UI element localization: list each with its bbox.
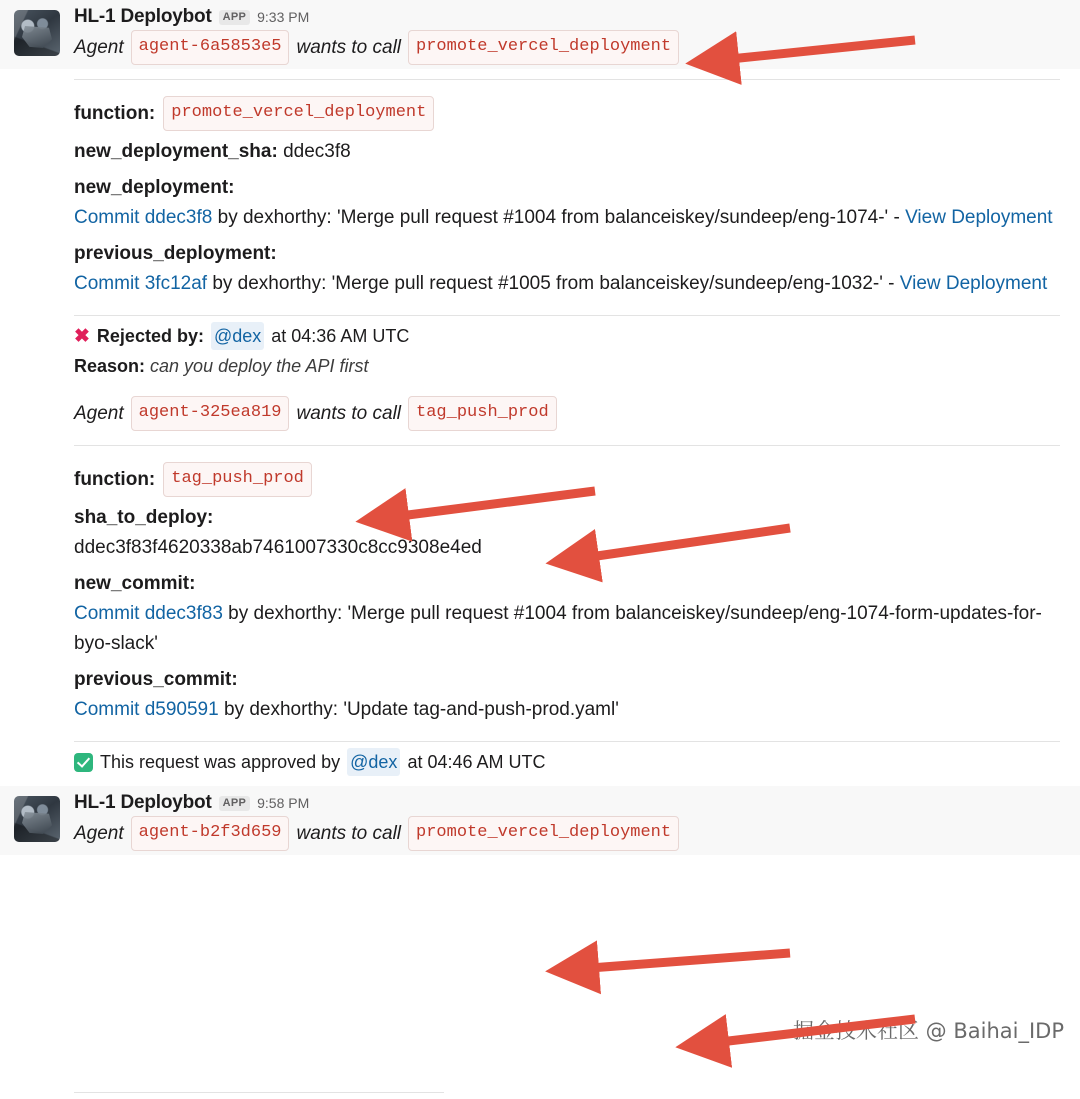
- commit-link[interactable]: Commit ddec3f8: [74, 207, 213, 228]
- commit-desc: by dexhorthy: 'Merge pull request #1004 from balanceiskey/sundeep/eng-1074-' -: [212, 207, 906, 228]
- agent-id: agent-b2f3d659: [131, 816, 290, 851]
- reason-row: [0, 350, 1080, 380]
- previous-deployment-row: [74, 239, 1060, 299]
- commit-link[interactable]: Commit ddec3f83: [74, 603, 223, 624]
- approved-time: at 04:46 AM UTC: [407, 752, 546, 772]
- rejected-status-row: [0, 316, 1080, 350]
- app-badge: APP: [219, 10, 251, 25]
- new-deployment-sha-label: new_deployment_sha:: [74, 141, 278, 162]
- agent-prefix: Agent: [74, 36, 124, 58]
- function-row: [74, 96, 1060, 131]
- avatar: [14, 10, 60, 56]
- message-1-details: [0, 80, 1080, 301]
- view-deployment-link[interactable]: View Deployment: [905, 207, 1053, 228]
- username[interactable]: HL-1 Deploybot: [74, 792, 212, 813]
- username[interactable]: HL-1 Deploybot: [74, 6, 212, 27]
- divider: [74, 1092, 444, 1099]
- approved-label: This request was approved by: [100, 752, 341, 772]
- timestamp[interactable]: 9:58 PM: [257, 795, 310, 811]
- message-header: [74, 6, 1060, 28]
- app-badge: APP: [219, 796, 251, 811]
- function-value: tag_push_prod: [163, 462, 312, 497]
- new-commit-value: [74, 599, 1060, 659]
- view-deployment-link[interactable]: View Deployment: [899, 273, 1048, 294]
- new-commit-row: [74, 569, 1060, 659]
- new-deployment-sha-row: [74, 137, 1060, 167]
- agent-call-line: [74, 30, 1060, 65]
- commit-desc: by dexhorthy: 'Merge pull request #1004 from balanceiskey/sundeep/eng-1074-form-updates-for-byo-slack': [74, 603, 1042, 654]
- agent-id: agent-6a5853e5: [131, 30, 290, 65]
- new-deployment-label: new_deployment:: [74, 177, 235, 198]
- commit-link[interactable]: Commit 3fc12af: [74, 273, 208, 294]
- mention-dex[interactable]: @dex: [347, 748, 400, 776]
- watermark: 掘金技术社区 @ Baihai_IDP: [793, 1019, 1064, 1043]
- wants-to-call-text: wants to call: [296, 402, 402, 424]
- white-check-mark-icon: [74, 753, 93, 772]
- rejected-label: Rejected by:: [96, 326, 204, 346]
- function-label: function:: [74, 468, 156, 490]
- function-name-chip: tag_push_prod: [408, 396, 557, 431]
- function-name-chip: promote_vercel_deployment: [408, 816, 679, 851]
- commit-desc: by dexhorthy: 'Merge pull request #1005 from balanceiskey/sundeep/eng-1032-' -: [207, 273, 900, 294]
- commit-desc: by dexhorthy: 'Update tag-and-push-prod.yaml': [218, 699, 619, 720]
- reason-value: can you deploy the API first: [150, 356, 369, 376]
- new-commit-label: new_commit:: [74, 573, 196, 594]
- previous-deployment-label: previous_deployment:: [74, 243, 277, 264]
- reason-label: Reason:: [74, 356, 146, 376]
- previous-commit-label: previous_commit:: [74, 669, 238, 690]
- agent-prefix: Agent: [74, 402, 124, 424]
- wants-to-call-text: wants to call: [296, 36, 402, 58]
- new-deployment-value: [74, 203, 1060, 233]
- agent-prefix: Agent: [74, 822, 124, 844]
- timestamp[interactable]: 9:33 PM: [257, 9, 310, 25]
- previous-commit-value: [74, 695, 1060, 725]
- function-label: function:: [74, 102, 156, 124]
- previous-deployment-value: [74, 269, 1060, 299]
- sha-to-deploy-row: [74, 503, 1060, 563]
- agent-id: agent-325ea819: [131, 396, 290, 431]
- approved-status-row: [0, 742, 1080, 776]
- previous-commit-row: [74, 665, 1060, 725]
- message-block-1: [0, 0, 1080, 69]
- message-block-2: [0, 380, 1080, 435]
- function-name-chip: promote_vercel_deployment: [408, 30, 679, 65]
- agent-call-line: [74, 396, 1060, 431]
- rejected-time: at 04:36 AM UTC: [271, 326, 410, 346]
- mention-dex[interactable]: @dex: [211, 322, 264, 350]
- avatar: [14, 796, 60, 842]
- new-deployment-sha-value: ddec3f8: [283, 141, 351, 162]
- function-value: promote_vercel_deployment: [163, 96, 434, 131]
- wants-to-call-text: wants to call: [296, 822, 402, 844]
- cross-mark-icon: ✖: [74, 325, 90, 347]
- message-block-3: [0, 786, 1080, 855]
- new-deployment-row: [74, 173, 1060, 233]
- function-row: [74, 462, 1060, 497]
- message-header: [74, 792, 1060, 814]
- agent-call-line: [74, 816, 1060, 851]
- sha-to-deploy-label: sha_to_deploy:: [74, 507, 214, 528]
- message-2-details: [0, 446, 1080, 727]
- sha-to-deploy-value: ddec3f83f4620338ab7461007330c8cc9308e4ed: [74, 537, 482, 558]
- commit-link[interactable]: Commit d590591: [74, 699, 219, 720]
